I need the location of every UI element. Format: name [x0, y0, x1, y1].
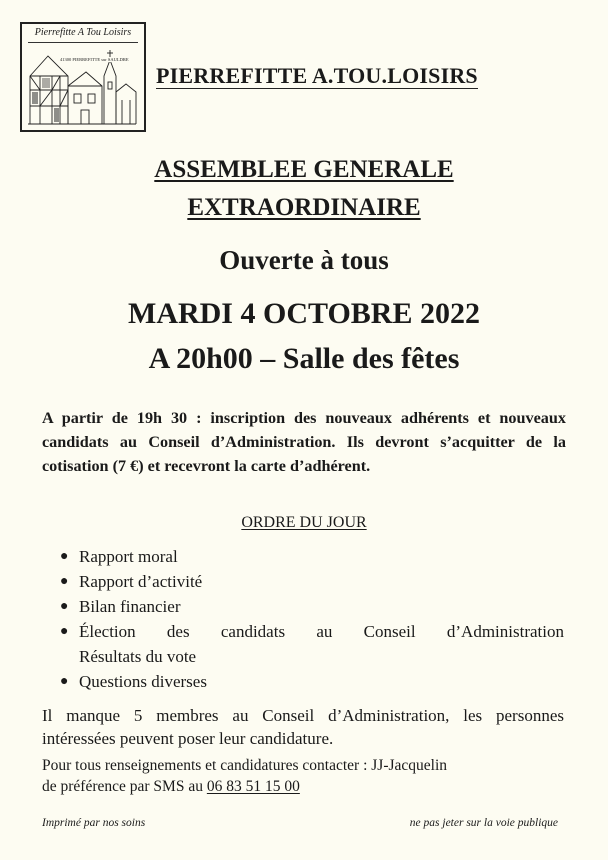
- agenda-title: ORDRE DU JOUR: [241, 514, 367, 531]
- bullet-icon: ●: [60, 624, 69, 639]
- bullet-icon: ●: [60, 674, 69, 689]
- bullet-icon: ●: [60, 549, 69, 564]
- event-date: MARDI 4 OCTOBRE 2022: [128, 297, 480, 330]
- headline-line-1: [0, 156, 608, 184]
- vacancy-notice: Il manque 5 membres au Conseil d’Administration, les personnes intéressées peuvent poser leur candidature.: [42, 706, 564, 748]
- organization-title: PIERREFITTE A.TOU.LOISIRS: [156, 63, 478, 88]
- event-time-place: A 20h00 – Salle des fêtes: [148, 342, 460, 375]
- agenda-item-text: Rapport d’activité: [79, 572, 203, 591]
- contact-line-2: [42, 776, 564, 797]
- footer-printed-by: Imprimé par nos soins: [42, 817, 146, 829]
- agenda-list: [60, 544, 564, 694]
- registration-info: A partir de 19h 30 : inscription des nouveaux adhérents et nouveaux candidats au Conseil d’Administration. Ils devront s’acquitter de la cotisation (7 €) et recevront la carte d’adhérent.: [42, 409, 566, 475]
- agenda-item: [60, 619, 564, 669]
- association-logo: [20, 22, 146, 132]
- contact-info: [42, 755, 564, 797]
- agenda-item: [60, 669, 564, 694]
- agenda-item-text: Rapport moral: [79, 547, 178, 566]
- agenda-item-subtext: Résultats du vote: [79, 647, 197, 666]
- contact-line-2-prefix: de préférence par SMS au: [42, 778, 207, 795]
- agenda-item: [60, 594, 564, 619]
- bullet-icon: ●: [60, 574, 69, 589]
- logo-divider: [28, 42, 138, 43]
- logo-name: Pierrefitte A Tou Loisirs: [34, 27, 132, 38]
- footer-no-littering: ne pas jeter sur la voie publique: [409, 817, 558, 829]
- headline-line-1-text: ASSEMBLEE GENERALE: [154, 156, 454, 183]
- contact-phone: 06 83 51 15 00: [206, 778, 300, 795]
- headline-line-2-text: EXTRAORDINAIRE: [187, 194, 421, 221]
- agenda-item: [60, 569, 564, 594]
- headline-line-2: [0, 194, 608, 222]
- open-to-all: Ouverte à tous: [219, 245, 389, 275]
- agenda-item-text: Élection des candidats au Conseil d’Administration: [79, 622, 564, 641]
- contact-line-1: Pour tous renseignements et candidatures contacter : JJ-Jacquelin: [42, 757, 448, 774]
- agenda-item-text: Questions diverses: [79, 672, 207, 691]
- bullet-icon: ●: [60, 599, 69, 614]
- agenda-item-text: Bilan financier: [79, 597, 181, 616]
- logo-address: 41300 PIERREFITTE sur SAULDRE: [60, 57, 129, 62]
- agenda-item: [60, 544, 564, 569]
